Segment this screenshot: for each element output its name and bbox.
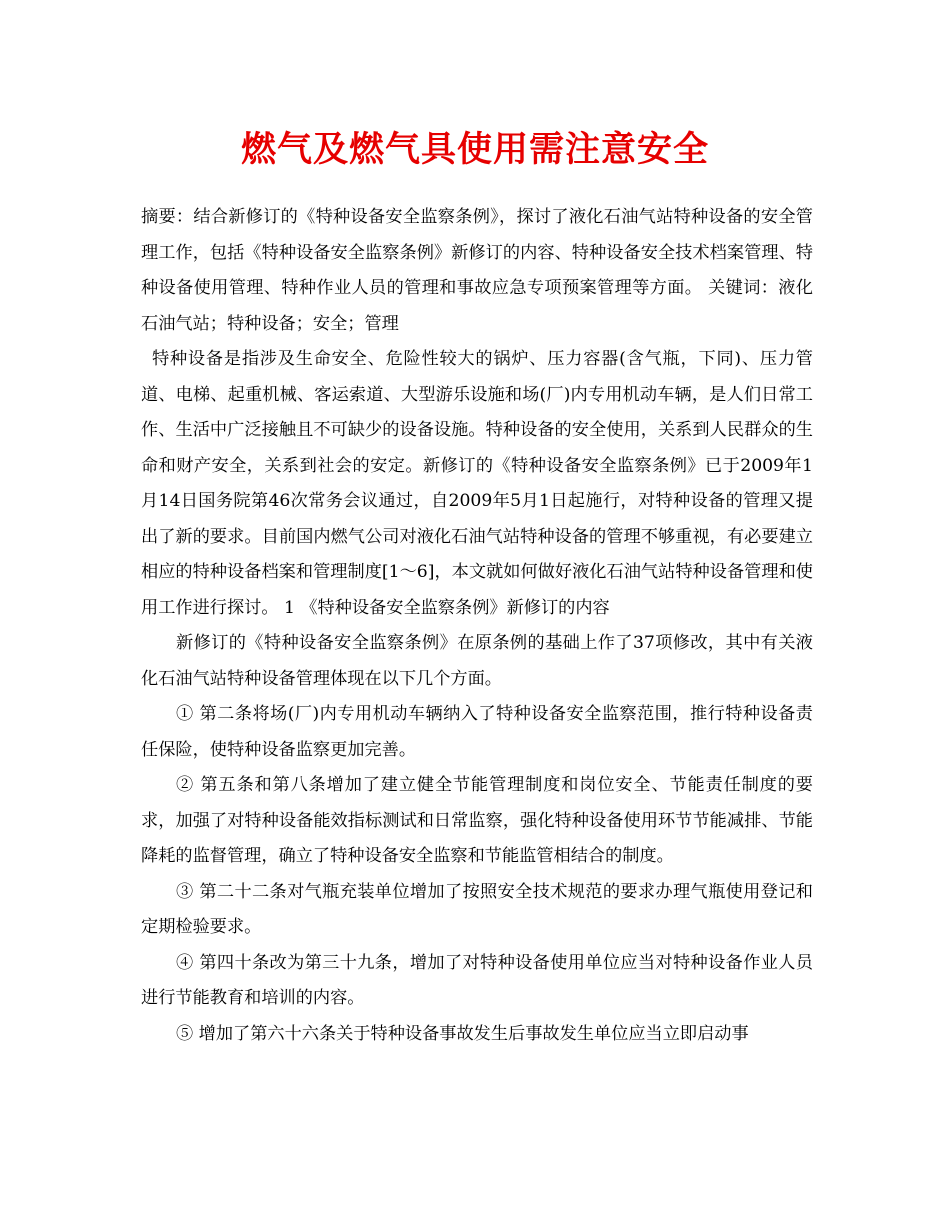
- list-item-1: ① 第二条将场(厂)内专用机动车辆纳入了特种设备安全监察范围，推行特种设备责任保险，使特种设备监察更加完善。: [141, 704, 813, 760]
- intro-paragraph: 特种设备是指涉及生命安全、危险性较大的锅炉、压力容器(含气瓶，下同)、压力管道、电梯、起重机械、客运索道、大型游乐设施和场(厂)内专用机动车辆，是人们日常工作、生活中广泛接触且不可缺少的设备设施。特种设备的安全使用，关系到人民群众的生命和财产安全，关系到社会的安定。新修订的《特种设备安全监察条例》已于2009年1月14日国务院第46次常务会议通过，自2009年5月1日起施行，对特种设备的管理又提出了新的要求。目前国内燃气公司对液化石油气站特种设备的管理不够重视，有必要建立相应的特种设备档案和管理制度[1～6]，本文就如何做好液化石油气站特种设备管理和使用工作进行探讨。 1 《特种设备安全监察条例》新修订的内容: [141, 349, 813, 618]
- section-intro-paragraph: 新修订的《特种设备安全监察条例》在原条例的基础上作了37项修改，其中有关液化石油气站特种设备管理体现在以下几个方面。: [141, 633, 813, 689]
- list-item-5: ⑤ 增加了第六十六条关于特种设备事故发生后事故发生单位应当立即启动事: [176, 1023, 749, 1044]
- list-item-2: ② 第五条和第八条增加了建立健全节能管理制度和岗位安全、节能责任制度的要求，加强了对特种设备能效指标测试和日常监察，强化特种设备使用环节节能减排、节能降耗的监督管理，确立了特种设备安全监察和节能监管相结合的制度。: [141, 775, 813, 866]
- document-body: [141, 200, 813, 1052]
- abstract-paragraph: 摘要：结合新修订的《特种设备安全监察条例》，探讨了液化石油气站特种设备的安全管理工作，包括《特种设备安全监察条例》新修订的内容、特种设备安全技术档案管理、特种设备使用管理、特种作业人员的管理和事故应急专项预案管理等方面。 关键词：液化石油气站；特种设备；安全；管理: [141, 207, 813, 334]
- list-item-4: ④ 第四十条改为第三十九条，增加了对特种设备使用单位应当对特种设备作业人员进行节能教育和培训的内容。: [141, 952, 813, 1008]
- list-item-3: ③ 第二十二条对气瓶充装单位增加了按照安全技术规范的要求办理气瓶使用登记和定期检验要求。: [141, 881, 813, 937]
- document-title: 燃气及燃气具使用需注意安全: [240, 129, 709, 170]
